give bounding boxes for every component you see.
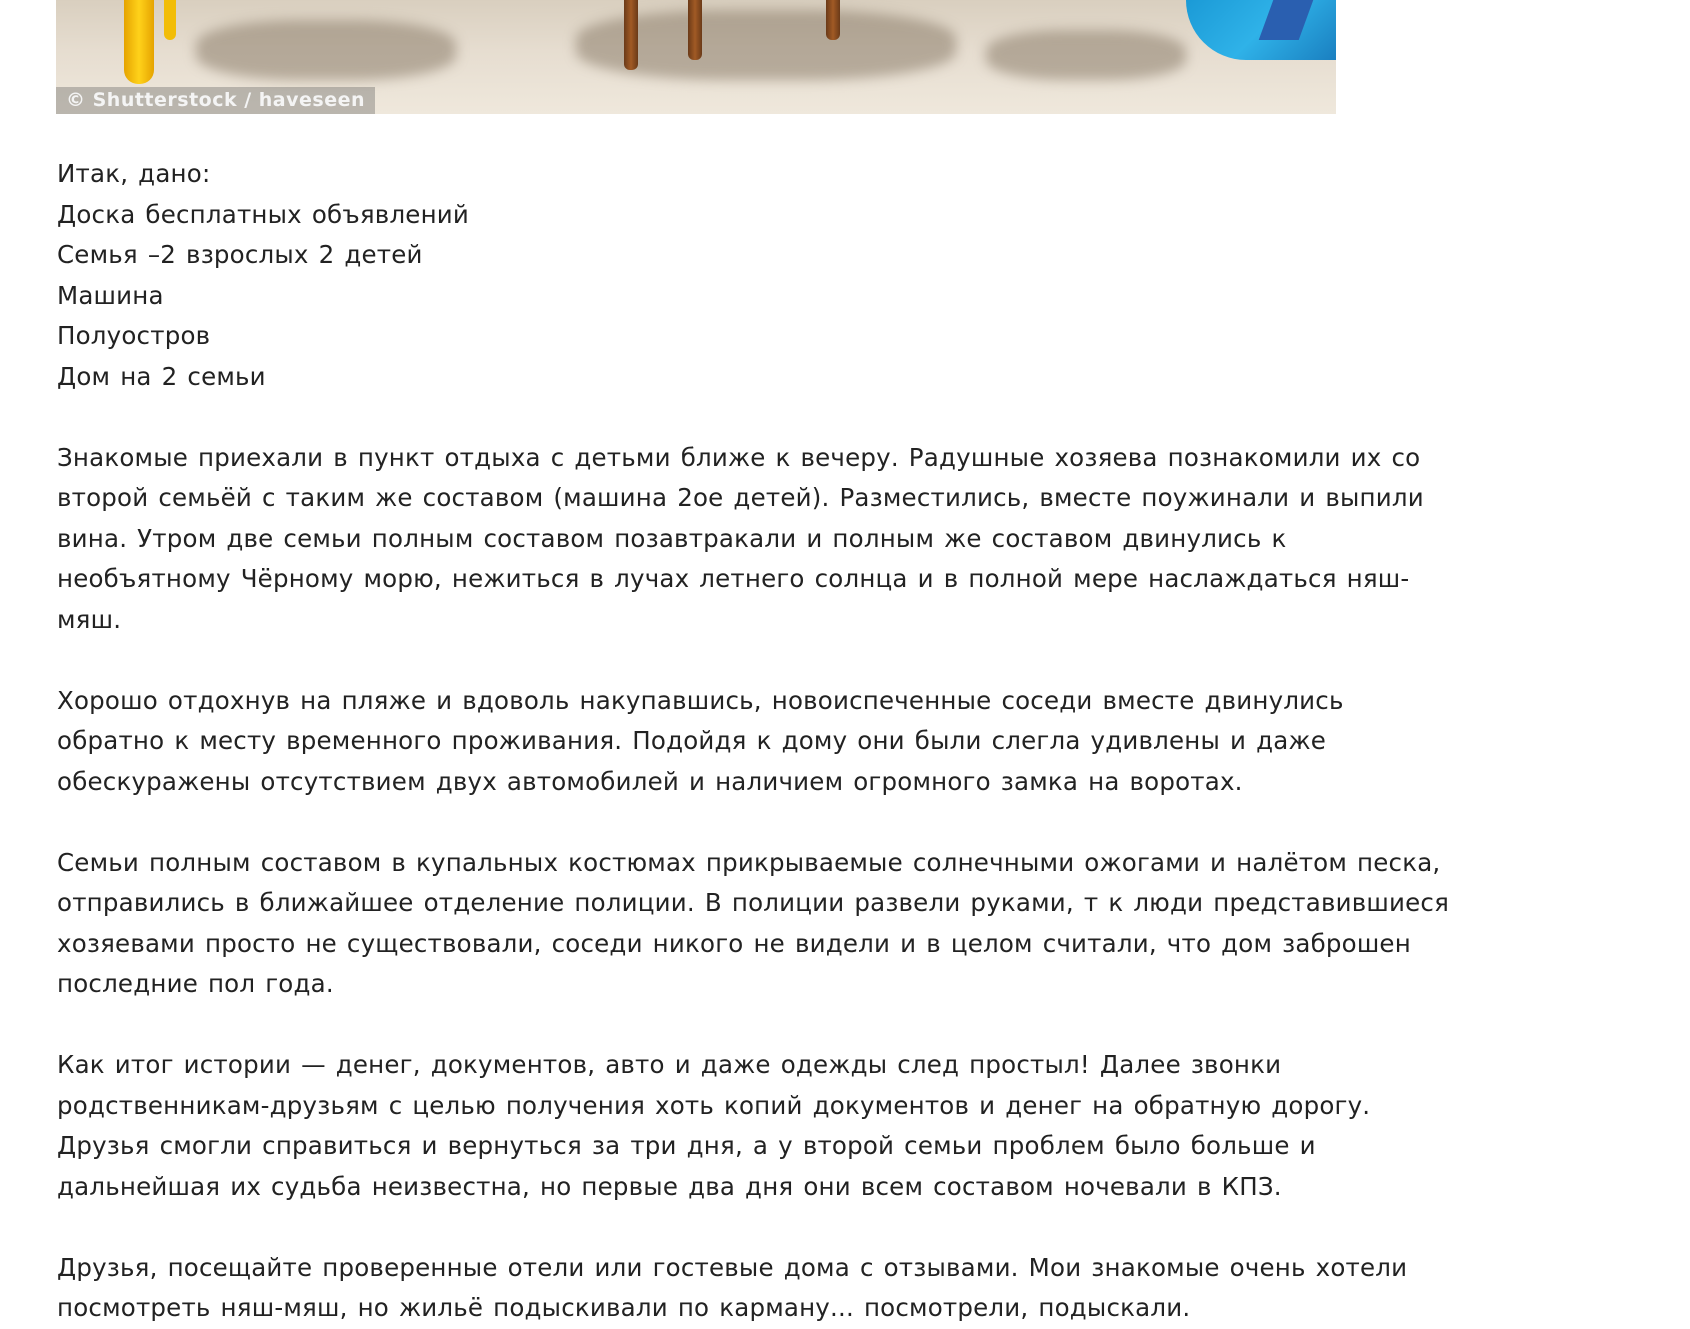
paragraph-advice: [57, 1248, 1657, 1329]
text-line: обратно к месту временного проживания. Подойдя к дому они были слегла удивлены и даже: [57, 726, 1327, 755]
paragraph-gap: [57, 1005, 1657, 1046]
chair-leg: [624, 0, 638, 70]
text-line: последние пол года.: [57, 969, 334, 998]
intro-line: Семья –2 взрослых 2 детей: [57, 240, 423, 269]
paragraph-police: [57, 843, 1657, 1005]
paragraph-gap: [57, 397, 1657, 438]
sand-shadow: [986, 30, 1186, 80]
intro-line: Итак, дано:: [57, 159, 211, 188]
text-line: посмотреть няш-мяш, но жильё подыскивали по карману... посмотрели, подыскали.: [57, 1293, 1191, 1322]
text-line: отправились в ближайшее отделение полиции. В полиции развели руками, т к люди представившиеся: [57, 888, 1450, 917]
paragraph-return: [57, 681, 1657, 803]
intro-line: Полуостров: [57, 321, 211, 350]
article-body: [57, 154, 1657, 1329]
text-line: родственникам-друзьям с целью получения хоть копий документов и денег на обратную дорогу.: [57, 1090, 1371, 1120]
text-line: мяш.: [57, 604, 122, 634]
text-line: Семьи полным составом в купальных костюмах прикрываемые солнечными ожогами и налётом песка,: [57, 847, 1441, 877]
toy-spade: [124, 0, 154, 84]
sand-shadow: [196, 20, 456, 80]
toy-spade-handle: [164, 0, 176, 40]
text-line: Хорошо отдохнув на пляже и вдоволь накупавшись, новоиспеченные соседи вместе двинулись: [57, 685, 1344, 715]
text-line: дальнейшая их судьба неизвестна, но первые два дня они всем составом ночевали в КПЗ.: [57, 1171, 1282, 1201]
text-line: хозяевами просто не существовали, соседи никого не видели и в целом считали, что дом заброшен: [57, 928, 1411, 958]
text-line: обескуражены отсутствием двух автомобилей и наличием огромного замка на воротах.: [57, 766, 1243, 796]
intro-line: Доска бесплатных объявлений: [57, 199, 470, 229]
intro-list: [57, 154, 1657, 397]
paragraph-gap: [57, 640, 1657, 681]
text-line: второй семьёй с таким же составом (машина 2ое детей). Разместились, вместе поужинали и выпили: [57, 483, 1424, 512]
text-line: необъятному Чёрному морю, нежиться в лучах летнего солнца и в полной мере наслаждаться няш-: [57, 564, 1410, 593]
text-line: Друзья смогли справиться и вернуться за три дня, а у второй семьи проблем было больше и: [57, 1131, 1316, 1160]
intro-line: Машина: [57, 280, 164, 310]
intro-line: Дом на 2 семьи: [57, 361, 266, 391]
beach-photo: [56, 0, 1336, 114]
chair-leg: [688, 0, 702, 60]
chair-leg: [826, 0, 840, 40]
text-line: Как итог истории — денег, документов, авто и даже одежды след простыл! Далее звонки: [57, 1050, 1282, 1079]
paragraph-outcome: [57, 1045, 1657, 1207]
photo-credit: © Shutterstock / haveseen: [56, 87, 375, 114]
paragraph-gap: [57, 1207, 1657, 1248]
paragraph-arrival: [57, 438, 1657, 641]
text-line: Знакомые приехали в пункт отдыха с детьми ближе к вечеру. Радушные хозяева познакомили их со: [57, 442, 1421, 472]
text-line: Друзья, посещайте проверенные отели или гостевые дома с отзывами. Мои знакомые очень хотели: [57, 1252, 1408, 1282]
paragraph-gap: [57, 802, 1657, 843]
text-line: вина. Утром две семьи полным составом позавтракали и полным же составом двинулись к: [57, 523, 1287, 553]
